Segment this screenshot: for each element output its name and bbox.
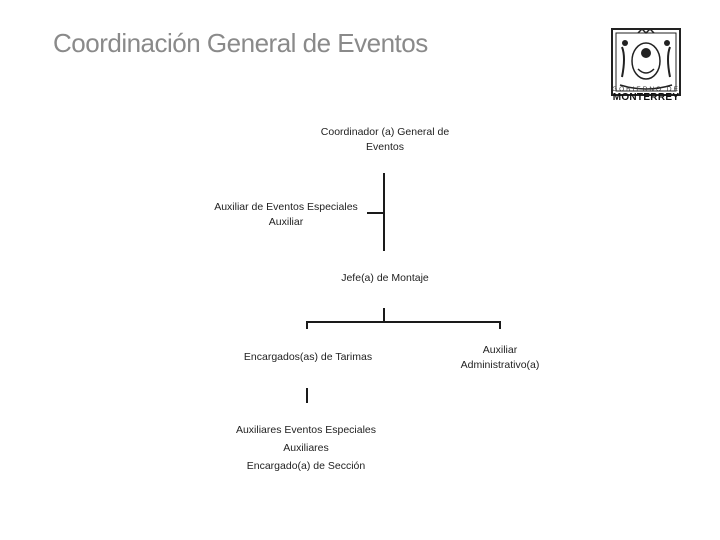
connector-branch-left — [306, 321, 308, 329]
connector-to-auxiliares — [306, 388, 308, 403]
logo-text-monterrey: MONTERREY — [612, 92, 680, 103]
node-auxiliares: Auxiliares Eventos Especiales Auxiliares Encargado(a) de Sección — [235, 424, 377, 472]
logo-text-gobierno: GOBIERNO DE — [612, 86, 680, 93]
connector-horizontal-branch — [306, 321, 500, 323]
connector-jefe-down — [383, 308, 385, 322]
connector-branch-right — [499, 321, 501, 329]
node-auxiliar-eventos: Auxiliar de Eventos Especiales Auxiliar — [214, 201, 358, 228]
node-auxiliar-administrativo: Auxiliar Administrativo(a) — [460, 344, 540, 371]
node-coordinador: Coordinador (a) General de Eventos — [320, 126, 450, 153]
node-jefe-montaje: Jefe(a) de Montaje — [341, 272, 429, 284]
node-encargados-tarimas: Encargados(as) de Tarimas — [243, 351, 373, 363]
connector-to-auxiliar — [367, 212, 384, 214]
page-title: Coordinación General de Eventos — [53, 28, 428, 58]
